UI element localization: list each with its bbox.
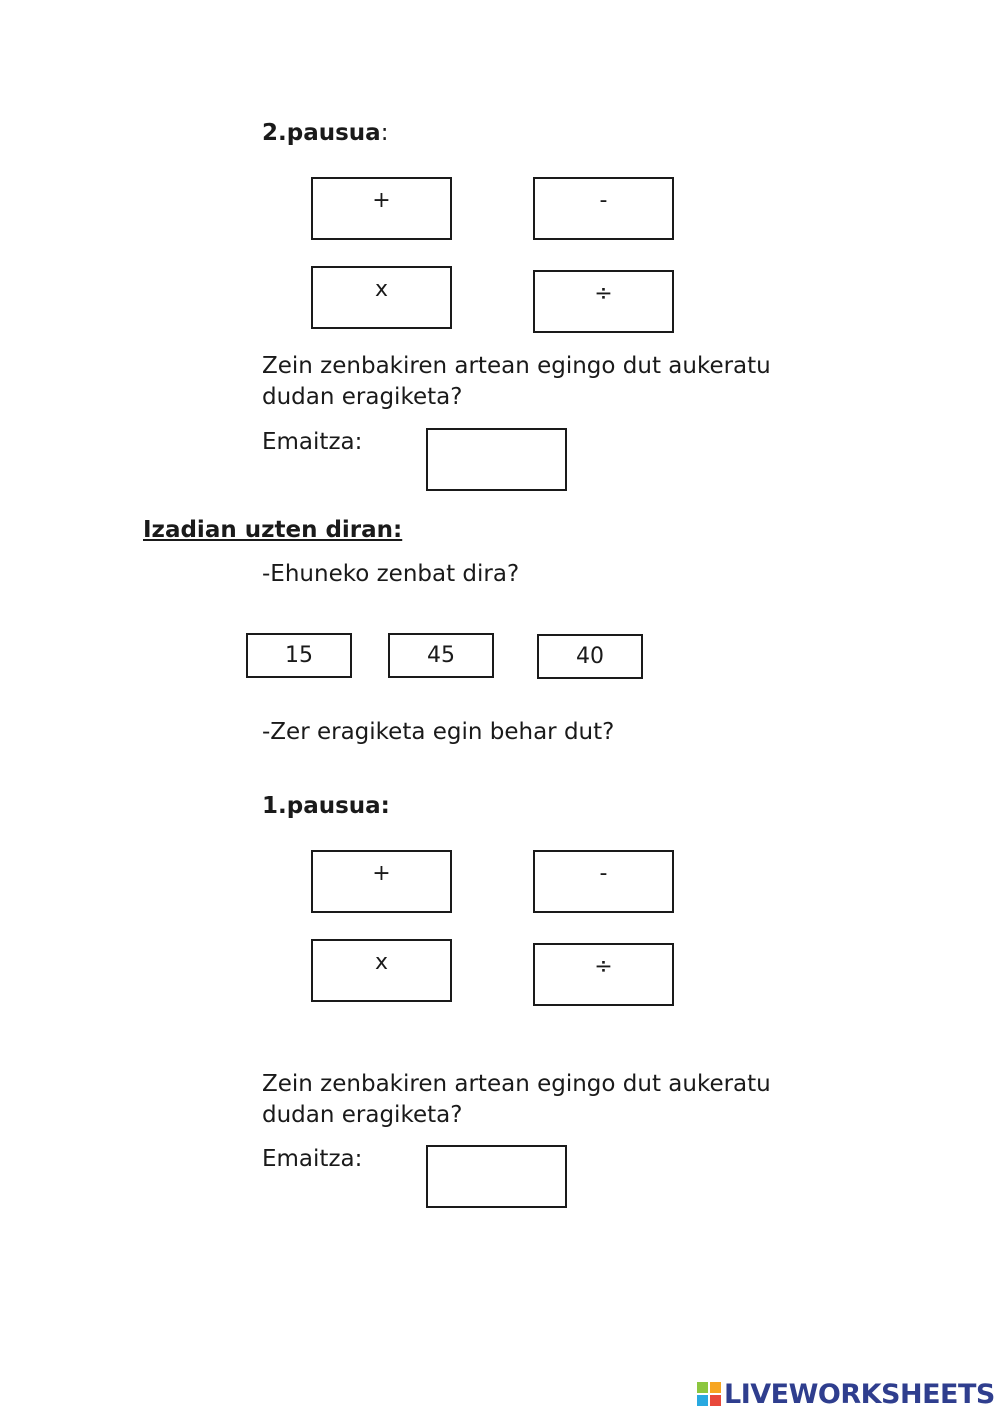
option-45-button[interactable]: 45 (388, 633, 494, 678)
step-1-op-minus-button[interactable]: - (533, 850, 674, 913)
step-2-op-plus-button[interactable]: + (311, 177, 452, 240)
percent-question: -Ehuneko zenbat dira? (262, 561, 520, 587)
step-2-label-bold: 2.pausua (262, 120, 381, 146)
operation-question: -Zer eragiketa egin behar dut? (262, 719, 615, 745)
step-2-question-line-2: dudan eragiketa? (262, 384, 463, 410)
liveworksheets-logo (697, 1379, 995, 1409)
option-15-button[interactable]: 15 (246, 633, 352, 678)
logo-square-orange (710, 1382, 721, 1393)
step-1-op-multiply-button[interactable]: x (311, 939, 452, 1002)
step-2-result-input[interactable] (428, 430, 565, 489)
step-2-label (262, 118, 388, 149)
option-40-button[interactable]: 40 (537, 634, 643, 679)
section-heading: Izadian uzten diran: (143, 517, 403, 543)
step-2-question-line-1: Zein zenbakiren artean egingo dut aukeratu (262, 353, 771, 379)
logo-square-green (697, 1382, 708, 1393)
step-1-question-line-1: Zein zenbakiren artean egingo dut aukeratu (262, 1071, 771, 1097)
step-1-result-label: Emaitza: (262, 1146, 363, 1172)
logo-square-red (710, 1395, 721, 1406)
step-2-op-divide-button[interactable]: ÷ (533, 270, 674, 333)
step-1-op-divide-button[interactable]: ÷ (533, 943, 674, 1006)
step-2-op-multiply-button[interactable]: x (311, 266, 452, 329)
liveworksheets-logo-text: LIVEWORKSHEETS (724, 1378, 995, 1410)
step-2-label-colon: : (380, 120, 389, 146)
liveworksheets-logo-icon (697, 1382, 721, 1406)
step-1-question-line-2: dudan eragiketa? (262, 1102, 463, 1128)
step-2-op-minus-button[interactable]: - (533, 177, 674, 240)
step-2-result-field[interactable] (426, 428, 567, 491)
step-2-result-label: Emaitza: (262, 429, 363, 455)
step-1-result-input[interactable] (428, 1147, 565, 1206)
step-1-op-plus-button[interactable]: + (311, 850, 452, 913)
step-1-label: 1.pausua: (262, 793, 390, 819)
logo-square-blue (697, 1395, 708, 1406)
step-1-result-field[interactable] (426, 1145, 567, 1208)
